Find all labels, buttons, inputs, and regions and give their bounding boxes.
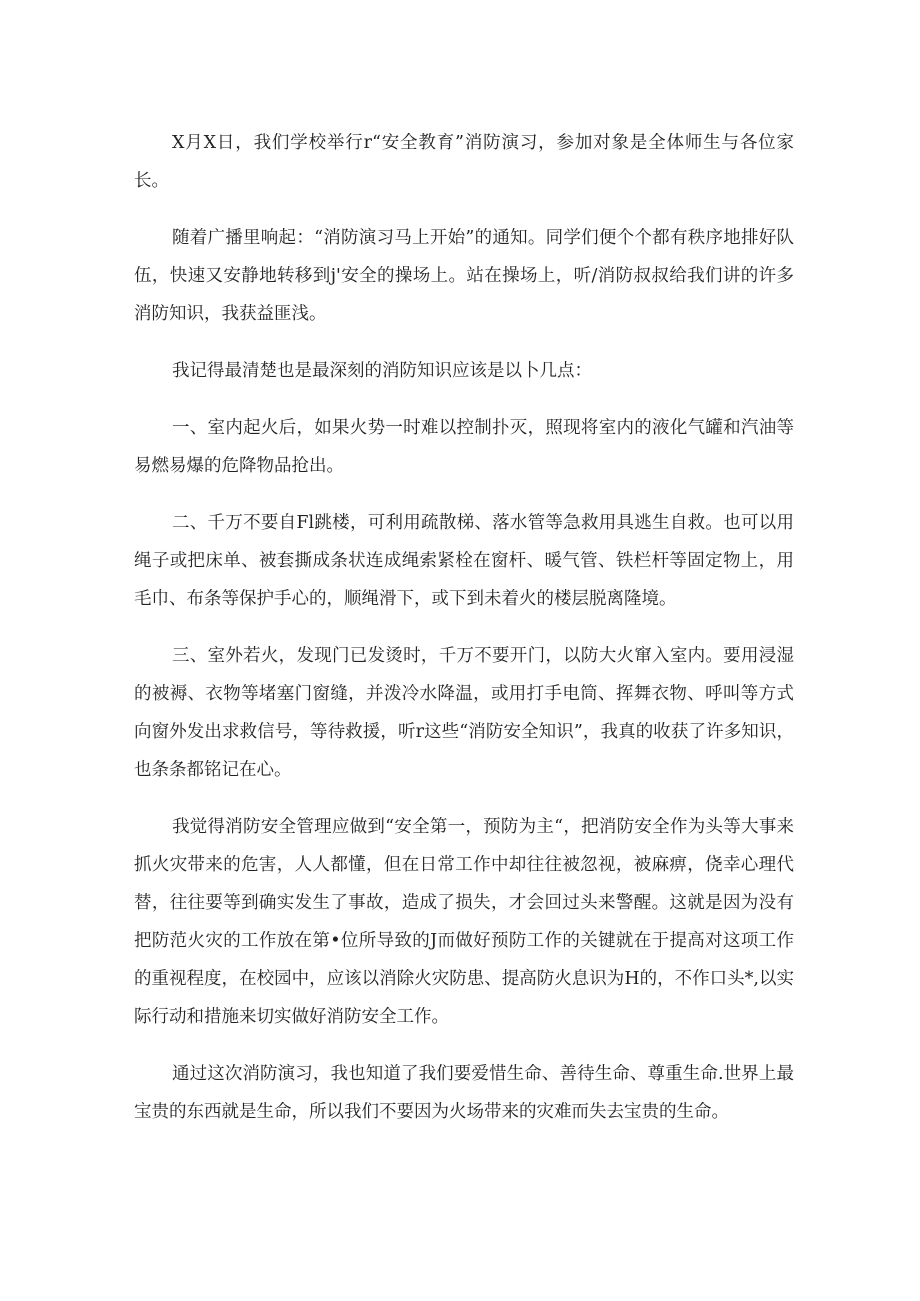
document-body [134, 124, 794, 1150]
paragraph-4: 一、室内起火后，如果火势一时难以控制扑灭，照现将室内的液化气罐和汽油等易燃易爆的危降物品抢出。 [134, 418, 794, 476]
paragraph-7: 我觉得消防安全管理应做到“安全第一，预防为主“，把消防安全作为头等大事来抓火灾带来的危害，人人都懂，但在日常工作中却往往被忽视，被麻痹，侥幸心理代替，往往要等到确实发生了事故，造成了损失，才会回过头来警醒。这就是因为没有把防范火灾的工作放在第•位所导致的J而做好预防工作的关键就在于提高对这项工作的重视程度，在校园中，应该以消除火灾防患、提高防火息识为H的，不作口头*,以实际行动和措施来切实做好消防安全工作。 [134, 817, 794, 1027]
paragraph-5: 二、千万不要自Fl跳楼，可利用疏散梯、落水管等急救用具逃生自救。也可以用绳子或把床单、被套撕成条状连成绳索紧栓在窗杆、暖气管、铁栏杆等固定物上，用毛巾、布条等保护手心的，顺绳滑下，或下到未着火的楼层脱离隆境。 [134, 513, 794, 609]
paragraph-8: 通过这次消防演习，我也知道了我们要爱惜生命、善待生命、尊重生命.世界上最宝贵的东西就是生命，所以我们不要因为火场带来的灾难而失去宝贵的生命。 [134, 1064, 794, 1122]
paragraph-6: 三、室外若火，发现门已发烫时，千万不要开门，以防大火窜入室内。要用浸湿的被褥、衣物等堵塞门窗缝，并泼冷水降温，或用打手电筒、挥舞衣物、呼叫等方式向窗外发出求救信号，等待救援，听r这些“消防安全知识”，我真的收获了许多知识，也条条都铭记在心。 [134, 646, 794, 780]
paragraph-3: 我记得最清楚也是最深刻的消防知识应该是以卜几点： [172, 361, 592, 381]
paragraph-2: 随着广播里响起：“消防演习马上开始”的通知。同学们便个个都有秩序地排好队伍，快速又安静地转移到j'安全的操场上。站在操场上，听/消防叔叔给我们讲的许多消防知识，我获益匪浅。 [134, 228, 794, 324]
paragraph-1: X月X日，我们学校举行r“安全教育”消防演习，参加对象是全体师生与各位家长。 [134, 133, 794, 191]
